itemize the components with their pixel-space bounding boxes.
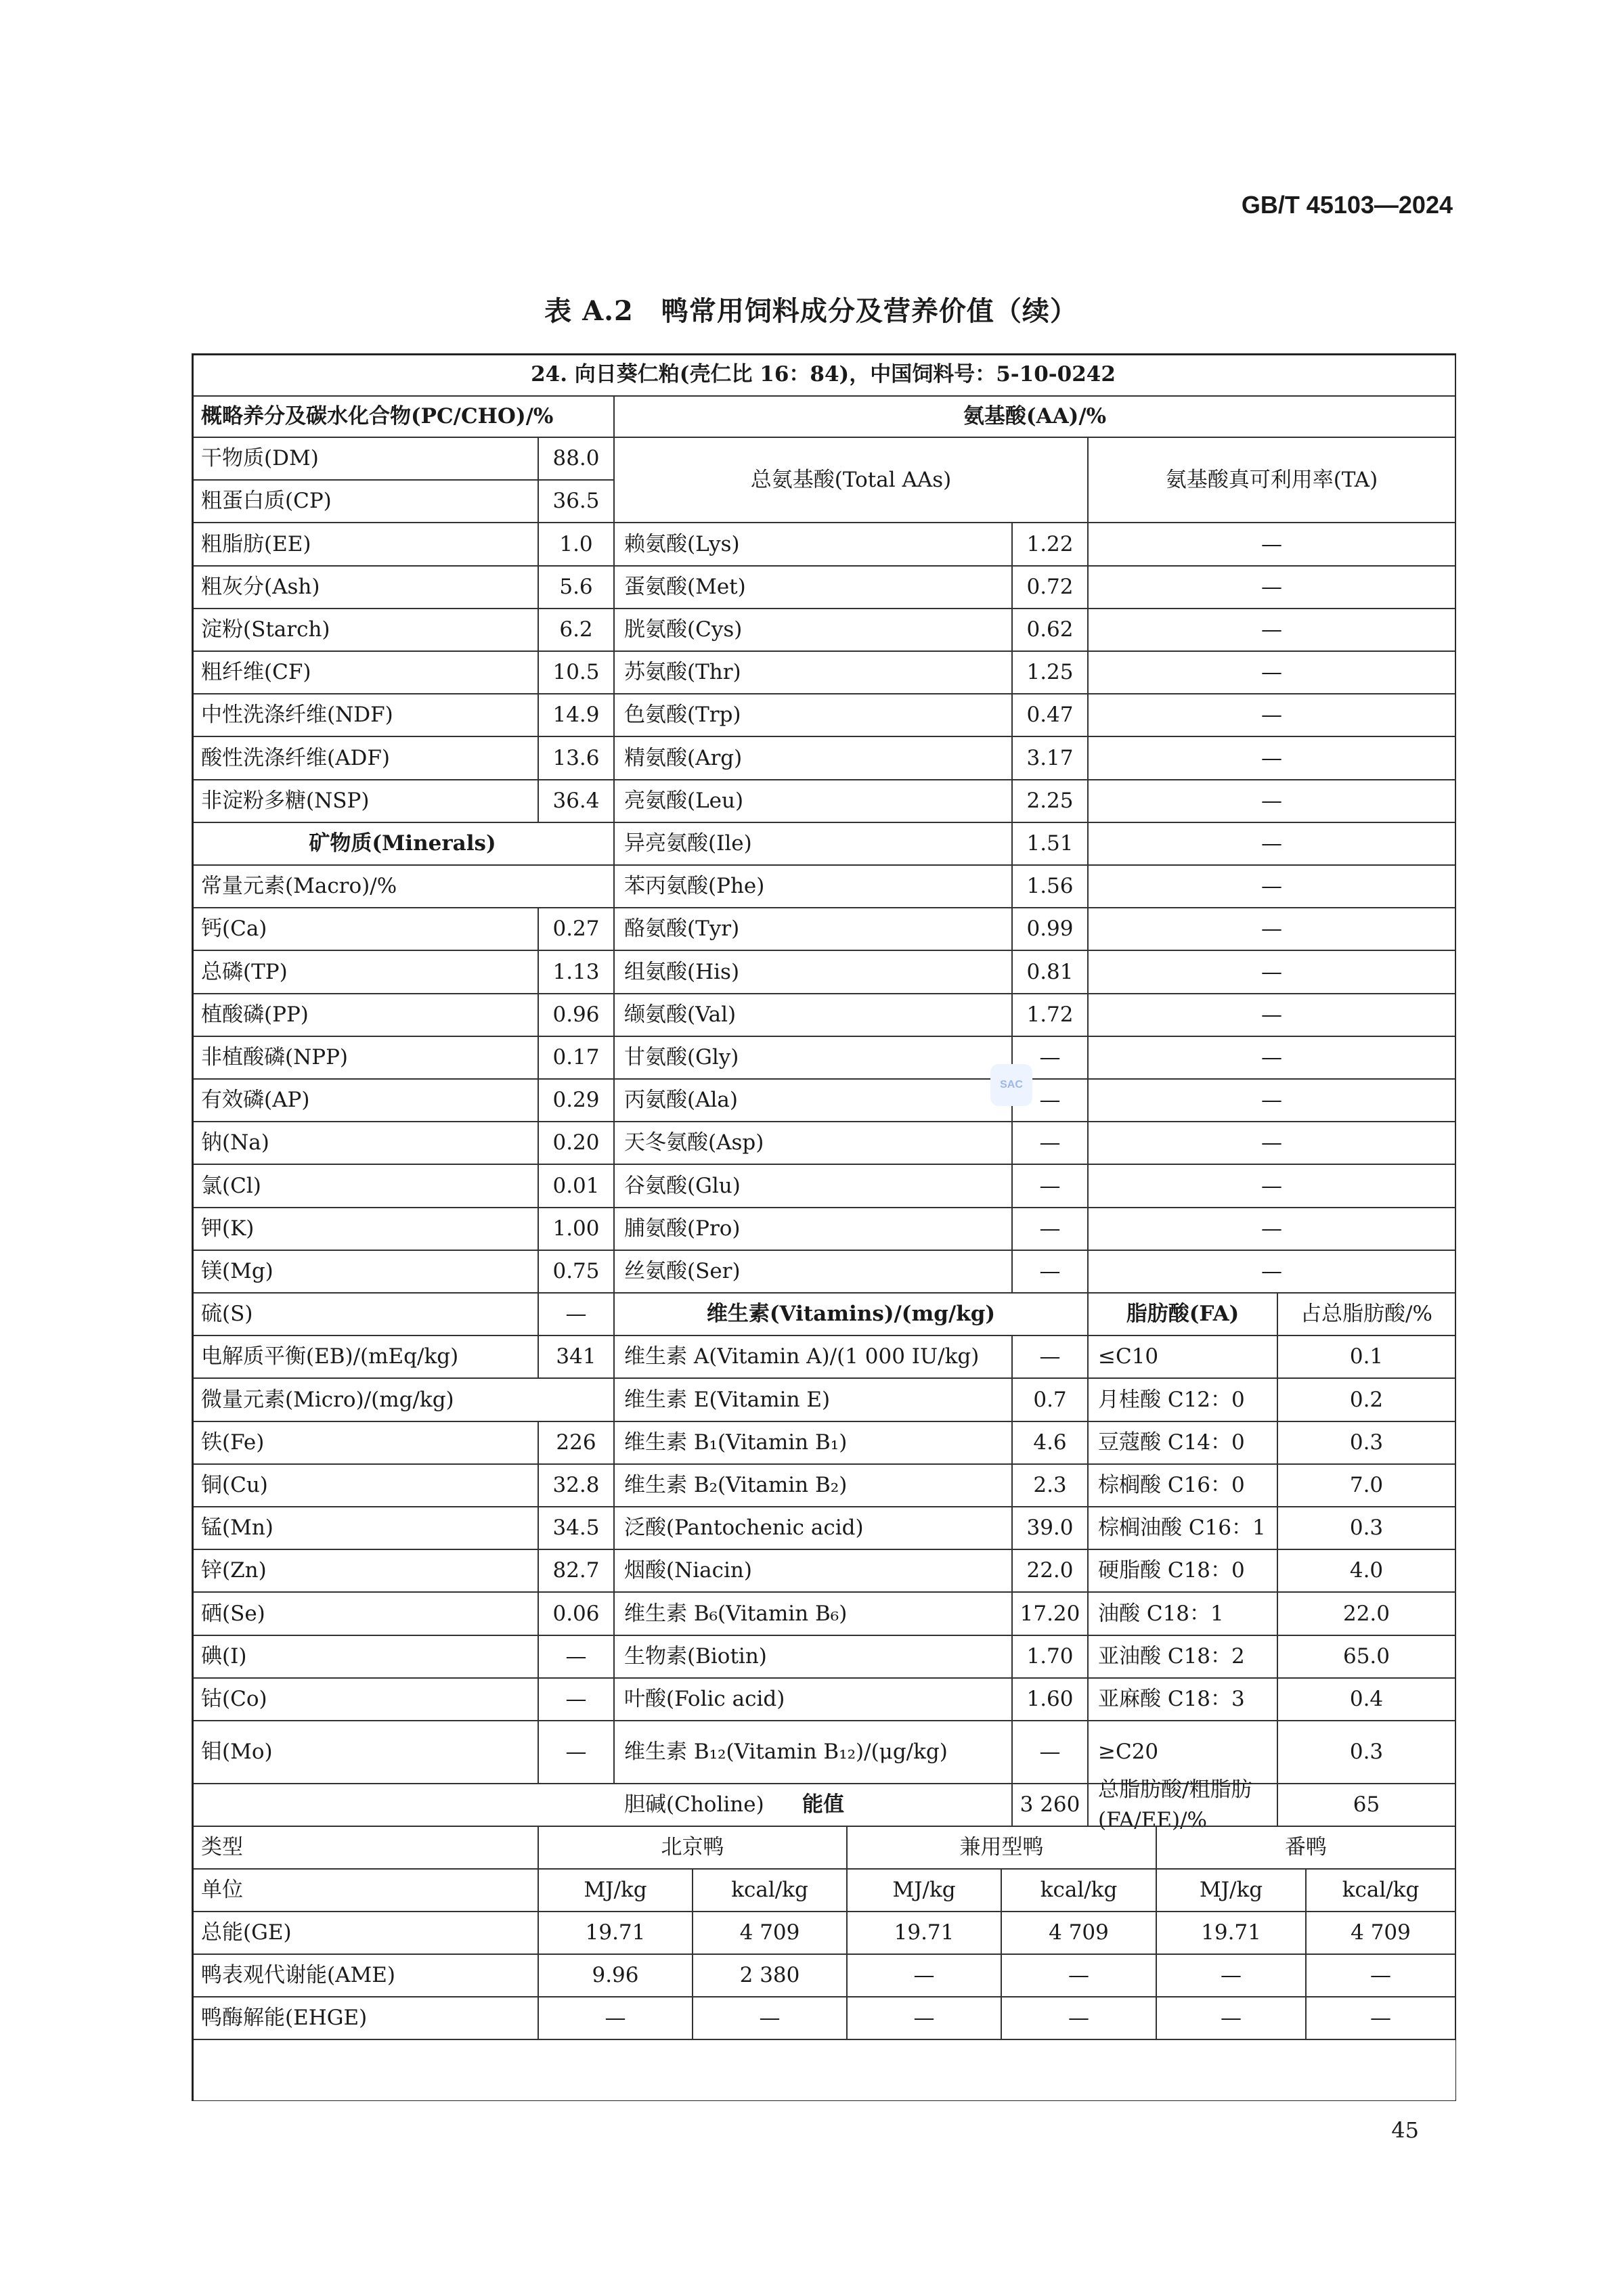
aa-ta: — — [1089, 908, 1456, 951]
energy-value: 4 709 — [693, 1912, 848, 1955]
pc-label: 干物质(DM) — [192, 438, 539, 481]
macro-label: 植酸磷(PP) — [192, 994, 539, 1037]
vitamin-value: 39.0 — [1013, 1507, 1089, 1550]
energy-value: 9.96 — [539, 1955, 693, 1997]
vitamin-value: 22.0 — [1013, 1550, 1089, 1593]
aa-ta: — — [1089, 1080, 1456, 1122]
micro-value: 0.06 — [539, 1593, 615, 1636]
vitamin-value: 1.60 — [1013, 1679, 1089, 1721]
fa-label: 硬脂酸 C18：0 — [1089, 1550, 1278, 1593]
energy-row-label: 总能(GE) — [192, 1912, 539, 1955]
energy-breed: 兼用型鸭 — [848, 1827, 1157, 1870]
micro-label: 锰(Mn) — [192, 1507, 539, 1550]
fa-label: ≥C20 — [1089, 1721, 1278, 1784]
macro-label: 硫(S) — [192, 1294, 539, 1336]
fa-value: 0.3 — [1278, 1721, 1456, 1784]
macro-label: 钙(Ca) — [192, 908, 539, 951]
aa-label: 精氨酸(Arg) — [615, 737, 1013, 780]
micro-value: — — [539, 1679, 615, 1721]
vitamin-value: 0.7 — [1013, 1379, 1089, 1422]
micro-label: 碘(I) — [192, 1636, 539, 1679]
macro-label: 镁(Mg) — [192, 1251, 539, 1294]
aa-ta: — — [1089, 994, 1456, 1037]
micro-header: 微量元素(Micro)/(mg/kg) — [192, 1379, 615, 1422]
aa-total: — — [1013, 1037, 1089, 1080]
fa-label: 豆蔻酸 C14：0 — [1089, 1422, 1278, 1465]
pc-label: 非淀粉多糖(NSP) — [192, 780, 539, 823]
aa-total: 1.56 — [1013, 866, 1089, 908]
macro-value: 0.20 — [539, 1122, 615, 1165]
energy-value: 2 380 — [693, 1955, 848, 1997]
macro-label: 总磷(TP) — [192, 951, 539, 994]
aa-ta: — — [1089, 1165, 1456, 1208]
aa-header: 氨基酸(AA)/% — [615, 397, 1456, 438]
aa-total: 0.81 — [1013, 951, 1089, 994]
vitamin-value: 2.3 — [1013, 1465, 1089, 1507]
aa-ta: — — [1089, 1251, 1456, 1294]
aa-label: 天冬氨酸(Asp) — [615, 1122, 1013, 1165]
fa-value: 0.1 — [1278, 1336, 1456, 1379]
aa-ta: — — [1089, 609, 1456, 652]
aa-ta: — — [1089, 1208, 1456, 1251]
fa-label: 月桂酸 C12：0 — [1089, 1379, 1278, 1422]
micro-value: 226 — [539, 1422, 615, 1465]
energy-row-label: 鸭酶解能(EHGE) — [192, 1997, 539, 2040]
energy-value: 4 709 — [1307, 1912, 1456, 1955]
aa-label: 丝氨酸(Ser) — [615, 1251, 1013, 1294]
empty-cell — [539, 1721, 615, 1784]
table-title: 表 A.2 鸭常用饲料成分及营养价值（续） — [544, 295, 1078, 327]
macro-value: 1.13 — [539, 951, 615, 994]
energy-value: — — [1157, 1955, 1307, 1997]
vitamin-label: 烟酸(Niacin) — [615, 1550, 1013, 1593]
aa-total: — — [1013, 1122, 1089, 1165]
pc-value: 6.2 — [539, 609, 615, 652]
aa-total: 2.25 — [1013, 780, 1089, 823]
pc-label: 淀粉(Starch) — [192, 609, 539, 652]
vitamin-value: — — [1013, 1336, 1089, 1379]
energy-value: — — [693, 1997, 848, 2040]
energy-unit: kcal/kg — [693, 1870, 848, 1912]
macro-value: 0.17 — [539, 1037, 615, 1080]
aa-label: 谷氨酸(Glu) — [615, 1165, 1013, 1208]
vitamin-value: — — [1013, 1721, 1089, 1784]
energy-breed: 番鸭 — [1157, 1827, 1456, 1870]
aa-label: 异亮氨酸(Ile) — [615, 823, 1013, 866]
aa-label: 组氨酸(His) — [615, 951, 1013, 994]
vitamin-label: 胆碱(Choline) — [615, 1784, 1013, 1827]
watermark-logo: SAC — [990, 1064, 1032, 1106]
pc-value: 5.6 — [539, 567, 615, 609]
macro-header: 常量元素(Macro)/% — [192, 866, 615, 908]
energy-type-label: 类型 — [192, 1827, 539, 1870]
macro-value: 0.01 — [539, 1165, 615, 1208]
fa-value: 7.0 — [1278, 1465, 1456, 1507]
energy-value: — — [1002, 1955, 1157, 1997]
macro-label: 钾(K) — [192, 1208, 539, 1251]
pc-value: 88.0 — [539, 438, 615, 481]
aa-label: 赖氨酸(Lys) — [615, 523, 1013, 567]
fa-header: 脂肪酸(FA) — [1089, 1294, 1278, 1336]
energy-value: 19.71 — [848, 1912, 1002, 1955]
fa-label: 棕榈油酸 C16：1 — [1089, 1507, 1278, 1550]
fa-value: 22.0 — [1278, 1593, 1456, 1636]
pc-value: 1.0 — [539, 523, 615, 567]
pc-label: 粗脂肪(EE) — [192, 523, 539, 567]
aa-total: 0.62 — [1013, 609, 1089, 652]
aa-label: 蛋氨酸(Met) — [615, 567, 1013, 609]
aa-label: 丙氨酸(Ala) — [615, 1080, 1013, 1122]
energy-value: 19.71 — [1157, 1912, 1307, 1955]
pc-header: 概略养分及碳水化合物(PC/CHO)/% — [192, 397, 615, 438]
aa-ta: — — [1089, 694, 1456, 737]
aa-label: 甘氨酸(Gly) — [615, 1037, 1013, 1080]
fa-pct-header: 占总脂肪酸/% — [1278, 1294, 1456, 1336]
pc-label: 酸性洗涤纤维(ADF) — [192, 737, 539, 780]
fa-label: ≤C10 — [1089, 1336, 1278, 1379]
fa-label: 棕榈酸 C16：0 — [1089, 1465, 1278, 1507]
fa-value: 65.0 — [1278, 1636, 1456, 1679]
aa-label: 苏氨酸(Thr) — [615, 652, 1013, 694]
vitamin-value: 4.6 — [1013, 1422, 1089, 1465]
aa-total: 1.72 — [1013, 994, 1089, 1037]
fa-value: 0.3 — [1278, 1422, 1456, 1465]
aa-ta: — — [1089, 780, 1456, 823]
aa-total: 1.25 — [1013, 652, 1089, 694]
minerals-header: 矿物质(Minerals) — [192, 823, 615, 866]
pc-value: 14.9 — [539, 694, 615, 737]
micro-value: — — [539, 1636, 615, 1679]
fa-label: 亚油酸 C18：2 — [1089, 1636, 1278, 1679]
aa-total: 1.22 — [1013, 523, 1089, 567]
micro-label: 钴(Co) — [192, 1679, 539, 1721]
macro-value: 341 — [539, 1336, 615, 1379]
energy-unit: MJ/kg — [1157, 1870, 1307, 1912]
aa-total: — — [1013, 1165, 1089, 1208]
micro-label: 锌(Zn) — [192, 1550, 539, 1593]
vitamin-label: 叶酸(Folic acid) — [615, 1679, 1013, 1721]
total-aa-header: 总氨基酸(Total AAs) — [615, 438, 1089, 523]
pc-value: 13.6 — [539, 737, 615, 780]
aa-ta: — — [1089, 1037, 1456, 1080]
energy-value: — — [1307, 1955, 1456, 1997]
macro-value: 0.75 — [539, 1251, 615, 1294]
aa-ta: — — [1089, 951, 1456, 994]
macro-label: 电解质平衡(EB)/(mEq/kg) — [192, 1336, 539, 1379]
aa-total: 0.47 — [1013, 694, 1089, 737]
aa-label: 色氨酸(Trp) — [615, 694, 1013, 737]
energy-breed: 北京鸭 — [539, 1827, 848, 1870]
aa-ta: — — [1089, 737, 1456, 780]
energy-unit: MJ/kg — [848, 1870, 1002, 1912]
micro-value: 32.8 — [539, 1465, 615, 1507]
fa-value: 4.0 — [1278, 1550, 1456, 1593]
aa-label: 亮氨酸(Leu) — [615, 780, 1013, 823]
fa-value: 65 — [1278, 1784, 1456, 1827]
aa-label: 苯丙氨酸(Phe) — [615, 866, 1013, 908]
micro-label: 铜(Cu) — [192, 1465, 539, 1507]
fa-label: 总脂肪酸/粗脂肪(FA/EE)/% — [1089, 1784, 1278, 1827]
macro-label: 有效磷(AP) — [192, 1080, 539, 1122]
energy-value: 4 709 — [1002, 1912, 1157, 1955]
feed-title: 24. 向日葵仁粕(壳仁比 16：84)，中国饲料号：5-10-0242 — [192, 353, 1456, 397]
pc-label: 粗蛋白质(CP) — [192, 481, 539, 523]
aa-label: 胱氨酸(Cys) — [615, 609, 1013, 652]
vitamins-header: 维生素(Vitamins)/(mg/kg) — [615, 1294, 1089, 1336]
macro-value: 0.27 — [539, 908, 615, 951]
macro-value: 0.96 — [539, 994, 615, 1037]
micro-value: — — [539, 1721, 615, 1784]
aa-label: 缬氨酸(Val) — [615, 994, 1013, 1037]
pc-value: 36.5 — [539, 481, 615, 523]
fa-value: 0.4 — [1278, 1679, 1456, 1721]
micro-label: 铁(Fe) — [192, 1422, 539, 1465]
vitamin-label: 维生素 B₂(Vitamin B₂) — [615, 1465, 1013, 1507]
energy-value: — — [1157, 1997, 1307, 2040]
macro-value: — — [539, 1294, 615, 1336]
vitamin-label: 维生素 E(Vitamin E) — [615, 1379, 1013, 1422]
aa-total: — — [1013, 1251, 1089, 1294]
aa-ta: — — [1089, 567, 1456, 609]
aa-label: 酪氨酸(Tyr) — [615, 908, 1013, 951]
micro-value: 82.7 — [539, 1550, 615, 1593]
aa-ta: — — [1089, 652, 1456, 694]
macro-label: 非植酸磷(NPP) — [192, 1037, 539, 1080]
aa-total: 3.17 — [1013, 737, 1089, 780]
fa-value: 0.2 — [1278, 1379, 1456, 1422]
aa-ta: — — [1089, 823, 1456, 866]
energy-value: — — [1307, 1997, 1456, 2040]
vitamin-value: 17.20 — [1013, 1593, 1089, 1636]
vitamin-label: 维生素 B₁(Vitamin B₁) — [615, 1422, 1013, 1465]
energy-value: — — [848, 1997, 1002, 2040]
ta-header: 氨基酸真可利用率(TA) — [1089, 438, 1456, 523]
aa-total: — — [1013, 1080, 1089, 1122]
energy-header: 能值 — [192, 1784, 1456, 1827]
fa-value: 0.3 — [1278, 1507, 1456, 1550]
vitamin-label: 维生素 B₁₂(Vitamin B₁₂)/(μg/kg) — [615, 1721, 1013, 1784]
energy-unit-label: 单位 — [192, 1870, 539, 1912]
fa-label: 油酸 C18：1 — [1089, 1593, 1278, 1636]
macro-value: 1.00 — [539, 1208, 615, 1251]
energy-value: — — [848, 1955, 1002, 1997]
aa-total: — — [1013, 1208, 1089, 1251]
macro-label: 氯(Cl) — [192, 1165, 539, 1208]
aa-total: 0.72 — [1013, 567, 1089, 609]
aa-ta: — — [1089, 523, 1456, 567]
aa-total: 1.51 — [1013, 823, 1089, 866]
energy-unit: MJ/kg — [539, 1870, 693, 1912]
nutrition-table — [192, 353, 1456, 2101]
micro-label: 钼(Mo) — [192, 1721, 539, 1784]
energy-value: — — [1002, 1997, 1157, 2040]
standard-number: GB/T 45103—2024 — [1241, 191, 1453, 219]
macro-label: 钠(Na) — [192, 1122, 539, 1165]
energy-unit: kcal/kg — [1002, 1870, 1157, 1912]
vitamin-label: 维生素 B₆(Vitamin B₆) — [615, 1593, 1013, 1636]
pc-value: 10.5 — [539, 652, 615, 694]
empty-cell — [192, 1721, 539, 1784]
vitamin-value: 1.70 — [1013, 1636, 1089, 1679]
micro-label: 硒(Se) — [192, 1593, 539, 1636]
vitamin-label: 生物素(Biotin) — [615, 1636, 1013, 1679]
aa-total: 0.99 — [1013, 908, 1089, 951]
pc-label: 粗灰分(Ash) — [192, 567, 539, 609]
aa-ta: — — [1089, 866, 1456, 908]
energy-value: — — [539, 1997, 693, 2040]
vitamin-label: 维生素 A(Vitamin A)/(1 000 IU/kg) — [615, 1336, 1013, 1379]
aa-label: 脯氨酸(Pro) — [615, 1208, 1013, 1251]
pc-value: 36.4 — [539, 780, 615, 823]
aa-ta: — — [1089, 1122, 1456, 1165]
micro-value: 34.5 — [539, 1507, 615, 1550]
macro-value: 0.29 — [539, 1080, 615, 1122]
vitamin-value: 3 260 — [1013, 1784, 1089, 1827]
vitamin-label: 泛酸(Pantochenic acid) — [615, 1507, 1013, 1550]
energy-row-label: 鸭表观代谢能(AME) — [192, 1955, 539, 1997]
page-number: 45 — [1391, 2117, 1419, 2143]
fa-label: 亚麻酸 C18：3 — [1089, 1679, 1278, 1721]
energy-unit: kcal/kg — [1307, 1870, 1456, 1912]
pc-label: 中性洗涤纤维(NDF) — [192, 694, 539, 737]
pc-label: 粗纤维(CF) — [192, 652, 539, 694]
energy-value: 19.71 — [539, 1912, 693, 1955]
